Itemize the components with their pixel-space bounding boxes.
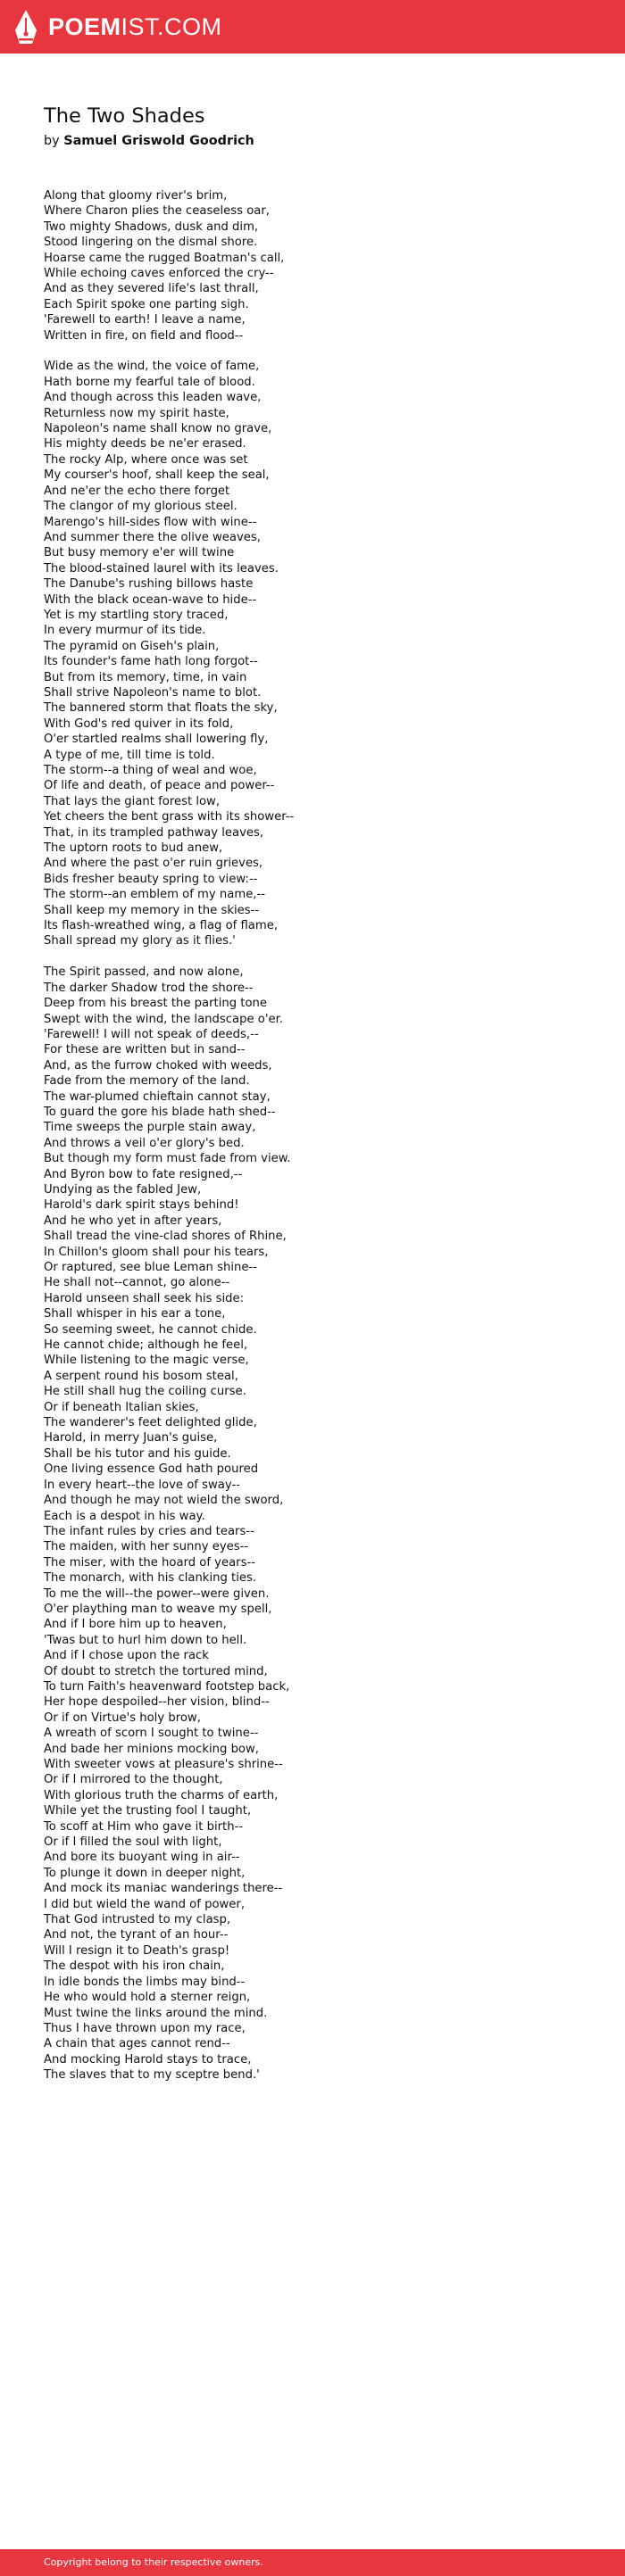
- poem-line: And mocking Harold stays to trace,: [44, 2052, 252, 2067]
- poem-line: Yet is my startling story traced,: [44, 608, 229, 622]
- poem-line: Harold's dark spirit stays behind!: [44, 1198, 239, 1213]
- poem-line: With glorious truth the charms of earth,: [44, 1788, 279, 1802]
- poem-line: And Byron bow to fate resigned,--: [44, 1167, 243, 1181]
- poem-line: His mighty deeds be ne'er erased.: [44, 437, 246, 451]
- poem-line: While echoing caves enforced the cry--: [44, 267, 274, 281]
- poem-line: With the black ocean-wave to hide--: [44, 592, 257, 607]
- poem-line: He still shall hug the coiling curse.: [44, 1385, 246, 1399]
- logo-wordmark: [48, 9, 222, 45]
- poem-line: And not, the tyrant of an hour--: [44, 1928, 229, 1942]
- poem-body: [44, 188, 597, 2083]
- poem-line: That, in its trampled pathway leaves,: [44, 825, 264, 840]
- poem-line: Or raptured, see blue Leman shine--: [44, 1261, 257, 1274]
- site-logo[interactable]: [14, 9, 222, 45]
- poem-line: And as they severed life's last thrall,: [44, 282, 259, 296]
- pen-nib-icon: [14, 9, 38, 45]
- poem-line: Shall keep my memory in the skies--: [44, 903, 260, 917]
- poem-line: That lays the giant forest low,: [44, 794, 221, 808]
- poem-line: Or if I mirrored to the thought,: [44, 1773, 223, 1787]
- poem-line: Bids fresher beauty spring to view:--: [44, 872, 258, 886]
- logo-bold-text: POEM: [48, 13, 121, 40]
- logo-light-text: IST.COM: [121, 13, 222, 40]
- poem-line: Or if on Virtue's holy brow,: [44, 1710, 201, 1725]
- poem-stanza: [44, 188, 597, 344]
- poem-line: My courser's hoof, shall keep the seal,: [44, 468, 270, 483]
- poem-line: Harold unseen shall seek his side:: [44, 1291, 245, 1305]
- poem-line: And if I bore him up to heaven,: [44, 1618, 227, 1632]
- poem-line: He cannot chide; although he feel,: [44, 1338, 248, 1353]
- poem-line: Yet cheers the bent grass with its shower--: [44, 810, 295, 824]
- poem-line: The bannered storm that floats the sky,: [44, 701, 278, 716]
- poem-line: Harold, in merry Juan's guise,: [44, 1431, 218, 1445]
- poem-line: And where the past o'er ruin grieves,: [44, 857, 263, 871]
- poem-line: The clangor of my glorious steel.: [44, 500, 238, 514]
- poem-line: Where Charon plies the ceaseless oar,: [44, 204, 270, 219]
- poem-line: In Chillon's gloom shall pour his tears,: [44, 1245, 269, 1259]
- poem-line: Each is a despot in his way.: [44, 1509, 205, 1523]
- poem-line: In every murmur of its tide.: [44, 624, 206, 638]
- poem-line: So seeming sweet, he cannot chide.: [44, 1322, 257, 1337]
- poem-line: Deep from his breast the parting tone: [44, 997, 268, 1011]
- poem-line: The wanderer's feet delighted glide,: [44, 1416, 257, 1430]
- poem-line: And though across this leaden wave,: [44, 391, 262, 405]
- poem-line: The rocky Alp, where once was set: [44, 452, 248, 467]
- poem-line: To guard the gore his blade hath shed--: [44, 1105, 276, 1119]
- poem-line: In every heart--the love of sway--: [44, 1478, 240, 1492]
- poem-line: For these are written but in sand--: [44, 1043, 246, 1057]
- poem-line: The storm--an emblem of my name,--: [44, 888, 266, 902]
- poem-line: O'er startled realms shall lowering fly,: [44, 733, 269, 747]
- poem-line: And summer there the olive weaves,: [44, 530, 261, 544]
- poem-line: Fade from the memory of the land.: [44, 1074, 250, 1089]
- poem-line: Hoarse came the rugged Boatman's call,: [44, 251, 285, 265]
- poem-line: To plunge it down in deeper night,: [44, 1866, 246, 1880]
- poem-line: Of doubt to stretch the tortured mind,: [44, 1664, 268, 1678]
- poem-line: The monarch, with his clanking ties.: [44, 1571, 257, 1586]
- poem-line: Thus I have thrown upon my race,: [44, 2021, 246, 2035]
- poem-line: Will I resign it to Death's grasp!: [44, 1943, 230, 1958]
- poem-line: 'Farewell! I will not speak of deeds,--: [44, 1027, 259, 1041]
- site-footer: [0, 2549, 625, 2576]
- poem-line: Or if beneath Italian skies,: [44, 1400, 199, 1414]
- poem-line: A serpent round his bosom steal,: [44, 1369, 238, 1383]
- poem-line: And bade her minions mocking bow,: [44, 1742, 259, 1756]
- poem-line: And, as the furrow choked with weeds,: [44, 1058, 272, 1073]
- poem-line: While yet the trusting fool I taught,: [44, 1804, 252, 1818]
- poem-line: The darker Shadow trod the shore--: [44, 981, 254, 995]
- poem-line: Shall strive Napoleon's name to blot.: [44, 685, 262, 700]
- poem-line: The miser, with the hoard of years--: [44, 1555, 255, 1570]
- poem-line: One living essence God hath poured: [44, 1462, 259, 1477]
- poem-line: But though my form must fade from view.: [44, 1152, 291, 1166]
- poem-line: Shall whisper in his ear a tone,: [44, 1307, 226, 1321]
- poem-line: And throws a veil o'er glory's bed.: [44, 1136, 245, 1150]
- poem-line: But busy memory e'er will twine: [44, 546, 235, 560]
- poem-line: Along that gloomy river's brim,: [44, 189, 228, 203]
- poem-line: The maiden, with her sunny eyes--: [44, 1540, 249, 1554]
- poem-line: The Danube's rushing billows haste: [44, 577, 254, 592]
- poem-line: Must twine the links around the mind.: [44, 2006, 268, 2020]
- poem-line: O'er plaything man to weave my spell,: [44, 1602, 272, 1616]
- poem-line: And ne'er the echo there forget: [44, 484, 230, 498]
- poem-line: 'Twas but to hurl him down to hell.: [44, 1633, 247, 1647]
- poem-line: Undying as the fabled Jew,: [44, 1182, 202, 1197]
- poem-byline: [44, 133, 597, 150]
- poem-line: Written in fire, on field and flood--: [44, 328, 244, 343]
- poem-line: Two mighty Shadows, dusk and dim,: [44, 219, 259, 234]
- poem-line: Time sweeps the purple stain away,: [44, 1121, 256, 1135]
- poem-line: Shall tread the vine-clad shores of Rhine,: [44, 1230, 287, 1244]
- poem-line: I did but wield the wand of power,: [44, 1897, 246, 1911]
- poem-line: Swept with the wind, the landscape o'er.: [44, 1012, 283, 1026]
- poem-line: That God intrusted to my clasp,: [44, 1913, 231, 1927]
- poem-line: In idle bonds the limbs may bind--: [44, 1975, 246, 1989]
- poem-line: The slaves that to my sceptre bend.': [44, 2068, 260, 2083]
- poem-line: The infant rules by cries and tears--: [44, 1524, 254, 1538]
- poem-line: Marengo's hill-sides flow with wine--: [44, 515, 257, 529]
- poem-line: With God's red quiver in its fold,: [44, 716, 234, 731]
- poem-line: Its flash-wreathed wing, a flag of flame,: [44, 919, 279, 933]
- poem-line: The Spirit passed, and now alone,: [44, 965, 244, 980]
- poem-line: Stood lingering on the dismal shore.: [44, 236, 258, 250]
- poem-line: Of life and death, of peace and power--: [44, 779, 275, 793]
- poem-line: Wide as the wind, the voice of fame,: [44, 360, 260, 374]
- poem-author[interactable]: Samuel Griswold Goodrich: [63, 134, 254, 148]
- poem-line: Each Spirit spoke one parting sigh.: [44, 297, 249, 311]
- poem-line: A type of me, till time is told.: [44, 748, 215, 762]
- poem-stanza: [44, 965, 597, 2083]
- poem-title: The Two Shades: [44, 104, 205, 128]
- poem-line: With sweeter vows at pleasure's shrine--: [44, 1758, 283, 1771]
- poem-line: The uptorn roots to bud anew,: [44, 841, 223, 856]
- poem-line: To scoff at Him who gave it birth--: [44, 1819, 244, 1834]
- poem-line: The pyramid on Giseh's plain,: [44, 639, 220, 653]
- poem-content: [44, 104, 597, 2099]
- poem-line: The storm--a thing of weal and woe,: [44, 764, 257, 778]
- copyright-text: Copyright belong to their respective owners.: [44, 2556, 263, 2568]
- poem-line: The war-plumed chieftain cannot stay,: [44, 1089, 271, 1104]
- poem-line: And if I chose upon the rack: [44, 1649, 209, 1663]
- poem-line: The despot with his iron chain,: [44, 1959, 225, 1974]
- poem-line: A wreath of scorn I sought to twine--: [44, 1727, 259, 1741]
- poem-line: Or if I filled the soul with light,: [44, 1835, 222, 1850]
- site-header: [0, 0, 625, 54]
- poem-line: To me the will--the power--were given.: [44, 1586, 270, 1601]
- poem-line: 'Farewell to earth! I leave a name,: [44, 313, 246, 327]
- poem-line: Its founder's fame hath long forgot--: [44, 655, 258, 669]
- poem-line: And he who yet in after years,: [44, 1213, 222, 1228]
- poem-line: And though he may not wield the sword,: [44, 1494, 284, 1508]
- poem-line: Her hope despoiled--her vision, blind--: [44, 1695, 270, 1710]
- poem-line: Hath borne my fearful tale of blood.: [44, 375, 255, 389]
- poem-line: While listening to the magic verse,: [44, 1354, 249, 1368]
- by-label: by: [44, 134, 60, 148]
- poem-line: The blood-stained laurel with its leaves.: [44, 561, 279, 576]
- poem-line: He who would hold a sterner reign,: [44, 1991, 251, 2005]
- poem-line: Shall spread my glory as it flies.': [44, 934, 236, 948]
- poem-line: Napoleon's name shall know no grave,: [44, 422, 272, 436]
- poem-line: But from its memory, time, in vain: [44, 670, 247, 684]
- poem-line: And bore its buoyant wing in air--: [44, 1851, 240, 1865]
- poem-line: Returnless now my spirit haste,: [44, 406, 229, 420]
- poem-line: And mock its maniac wanderings there--: [44, 1882, 283, 1896]
- poem-line: To turn Faith's heavenward footstep back,: [44, 1679, 290, 1694]
- poem-line: Shall be his tutor and his guide.: [44, 1446, 231, 1461]
- poem-line: He shall not--cannot, go alone--: [44, 1276, 230, 1290]
- poem-line: A chain that ages cannot rend--: [44, 2037, 230, 2051]
- poem-stanza: [44, 359, 597, 948]
